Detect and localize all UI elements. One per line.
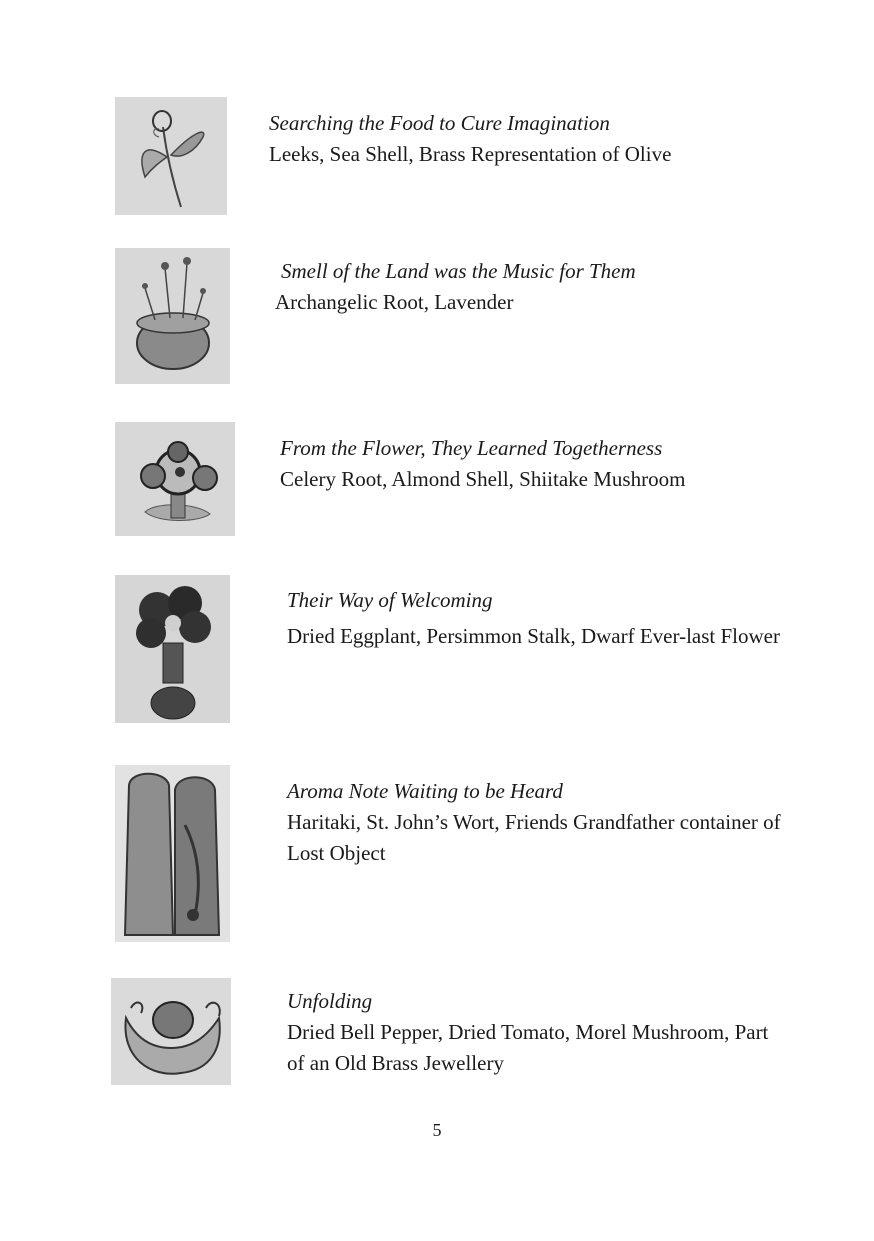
- artwork-title: Searching the Food to Cure Imagination: [269, 111, 610, 135]
- pepper-sketch-icon: [111, 978, 231, 1085]
- artwork-title: From the Flower, They Learned Togetherness: [280, 436, 663, 460]
- container-sketch-icon: [115, 765, 230, 942]
- entry-text: [287, 776, 787, 869]
- artwork-title: Aroma Note Waiting to be Heard: [287, 779, 563, 803]
- page-number: 5: [432, 1120, 442, 1140]
- artwork-materials: Celery Root, Almond Shell, Shiitake Mushroom: [280, 467, 686, 491]
- artwork-materials: Haritaki, St. John’s Wort, Friends Grandfather container of Lost Object: [287, 810, 781, 865]
- artwork-materials: Archangelic Root, Lavender: [275, 290, 514, 314]
- entry-text: [280, 433, 685, 495]
- flower-sketch-icon: [115, 422, 235, 536]
- lavender-sketch-icon: [115, 248, 230, 384]
- drawing-thumbnail: [115, 97, 227, 215]
- artwork-materials: Leeks, Sea Shell, Brass Representation of Olive: [269, 142, 672, 166]
- entry-text: [287, 986, 787, 1079]
- entry-text: [275, 256, 636, 318]
- drawing-thumbnail: [115, 248, 230, 384]
- artwork-title: Their Way of Welcoming: [287, 588, 493, 612]
- drawing-thumbnail: [111, 978, 231, 1085]
- eggplant-sketch-icon: [115, 575, 230, 723]
- artwork-materials: Dried Eggplant, Persimmon Stalk, Dwarf Ever-last Flower: [287, 624, 780, 648]
- leek-sketch-icon: [115, 97, 227, 215]
- artwork-materials: Dried Bell Pepper, Dried Tomato, Morel Mushroom, Part of an Old Brass Jewellery: [287, 1020, 769, 1075]
- drawing-thumbnail: [115, 575, 230, 723]
- drawing-thumbnail: [115, 765, 230, 942]
- artwork-title: Unfolding: [287, 989, 373, 1013]
- drawing-thumbnail: [115, 422, 235, 536]
- entry-text: [287, 582, 787, 654]
- artwork-title: Smell of the Land was the Music for Them: [281, 259, 636, 283]
- entry-text: [269, 108, 671, 170]
